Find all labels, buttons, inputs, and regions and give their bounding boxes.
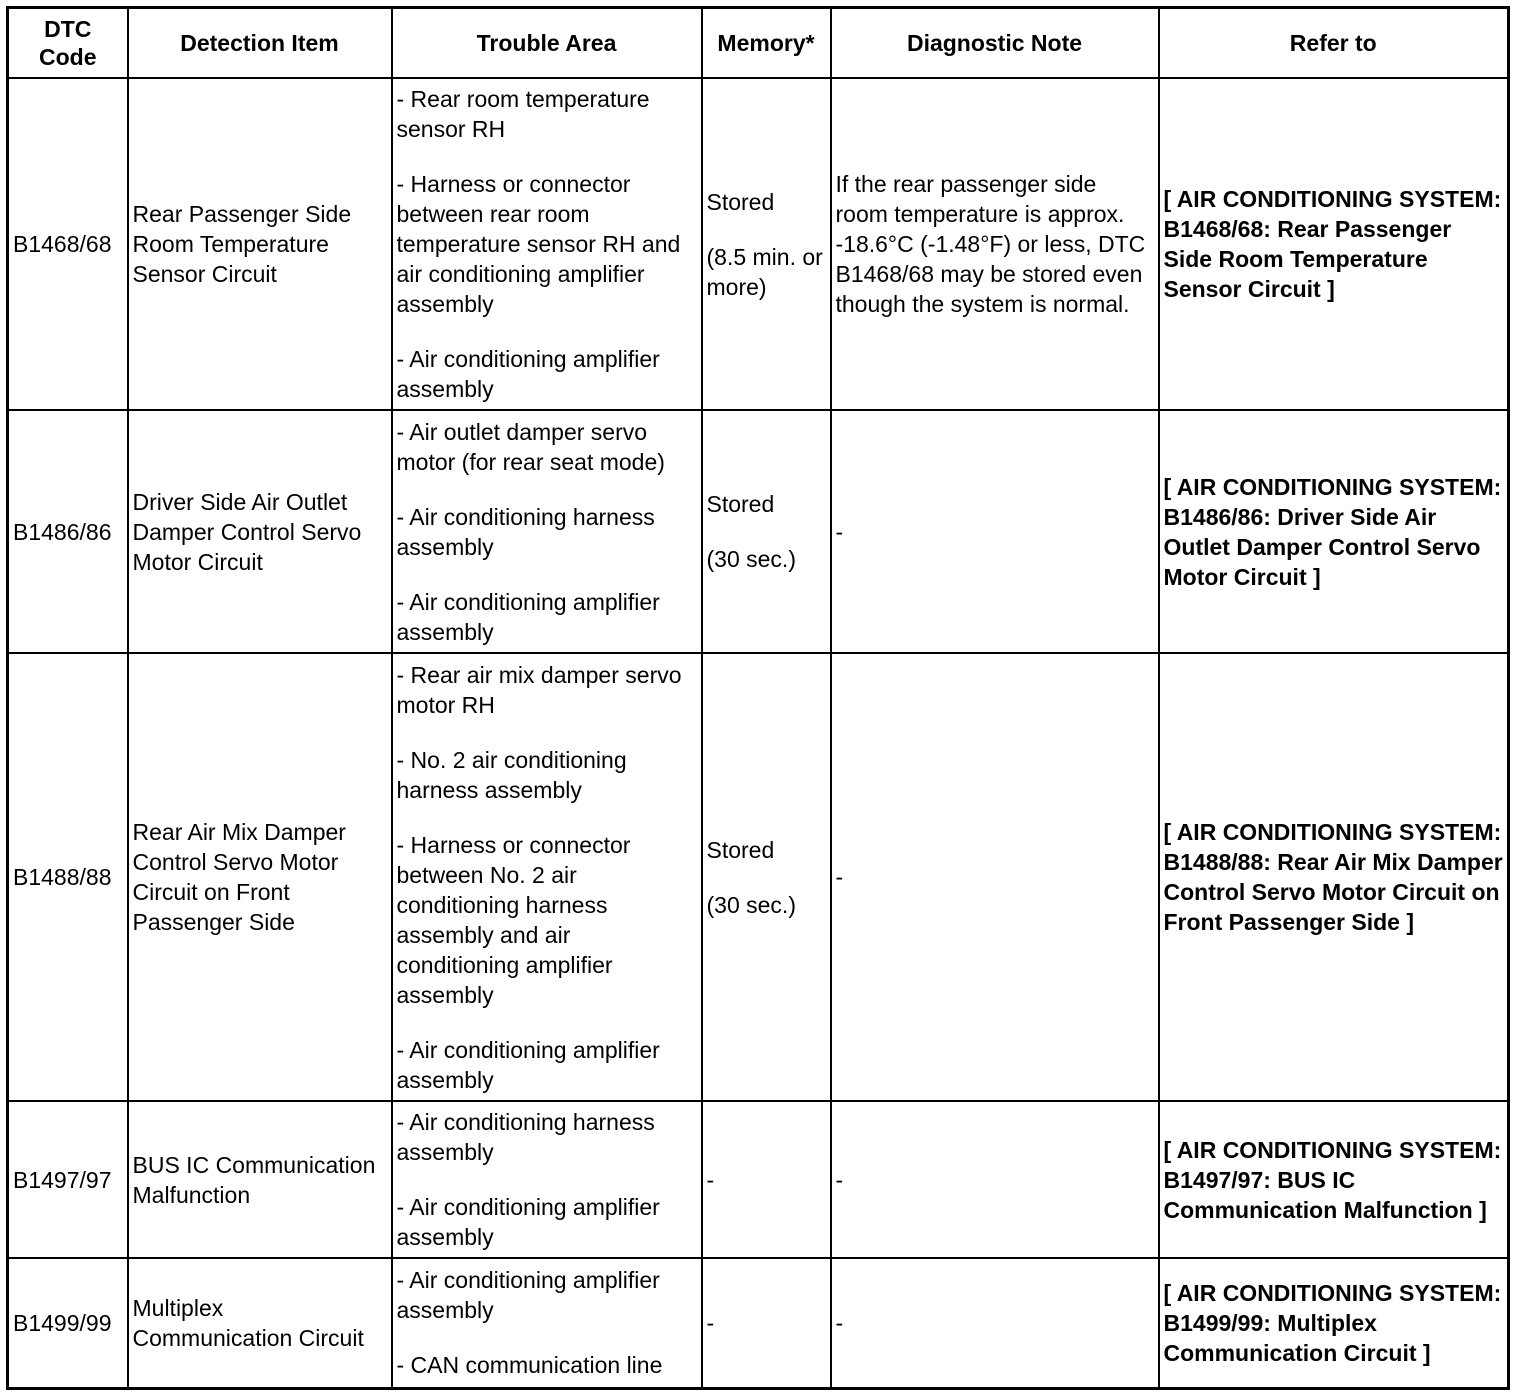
header-trouble-area: Trouble Area (392, 8, 702, 79)
memory-status: - (706, 1309, 715, 1336)
trouble-area-item: - Rear room temperature sensor RH (396, 86, 650, 142)
detection-item-cell: Multiplex Communication Circuit (128, 1258, 392, 1388)
trouble-area-item: - Air conditioning harness assembly (396, 503, 655, 560)
trouble-area-item: - Air outlet damper servo motor (for rear seat mode) (396, 418, 665, 475)
memory-duration: (30 sec.) (706, 891, 796, 918)
memory-status: - (706, 1166, 715, 1193)
table-row (8, 653, 1509, 1101)
memory-cell (702, 410, 831, 653)
trouble-area-item: - Air conditioning amplifier assembly (396, 1267, 660, 1324)
trouble-area-cell (392, 410, 702, 653)
trouble-area-cell (392, 78, 702, 410)
header-row (8, 8, 1509, 79)
detection-item-cell: Rear Air Mix Damper Control Servo Motor Circuit on Front Passenger Side (128, 653, 392, 1101)
trouble-area-item: - Air conditioning amplifier assembly (396, 1194, 660, 1250)
detection-item-cell: Rear Passenger Side Room Temperature Sensor Circuit (128, 78, 392, 410)
refer-to-link[interactable]: [ AIR CONDITIONING SYSTEM: B1488/88: Rear Air Mix Damper Control Servo Motor Circuit on Front Passenger Side ] (1159, 653, 1509, 1101)
memory-status: Stored (706, 188, 775, 215)
trouble-area-cell (392, 653, 702, 1101)
trouble-area-cell (392, 1101, 702, 1258)
dtc-code-cell: B1488/88 (8, 653, 128, 1101)
header-diagnostic-note: Diagnostic Note (831, 8, 1159, 79)
dtc-code-cell: B1499/99 (8, 1258, 128, 1388)
detection-item-cell: BUS IC Communication Malfunction (128, 1101, 392, 1258)
refer-to-link[interactable]: [ AIR CONDITIONING SYSTEM: B1468/68: Rear Passenger Side Room Temperature Sensor Circuit ] (1159, 78, 1509, 410)
dtc-code-cell: B1468/68 (8, 78, 128, 410)
trouble-area-item: - Air conditioning amplifier assembly (396, 1036, 660, 1093)
trouble-area-item: - No. 2 air conditioning harness assembly (396, 746, 627, 803)
header-detection-item: Detection Item (128, 8, 392, 79)
dtc-code-cell: B1486/86 (8, 410, 128, 653)
header-refer-to: Refer to (1159, 8, 1509, 79)
trouble-area-item: - Air conditioning amplifier assembly (396, 588, 660, 645)
diagnostic-note-cell: If the rear passenger side room temperature is approx. -18.6°C (-1.48°F) or less, DTC B1468/68 may be stored even though the system is normal. (831, 78, 1159, 410)
table-row (8, 1101, 1509, 1258)
trouble-area-item: - Air conditioning harness assembly (396, 1109, 655, 1165)
memory-status: Stored (706, 491, 775, 517)
diagnostic-note-cell: - (831, 1258, 1159, 1388)
header-memory: Memory* (702, 8, 831, 79)
trouble-area-cell (392, 1258, 702, 1388)
refer-to-link[interactable]: [ AIR CONDITIONING SYSTEM: B1486/86: Driver Side Air Outlet Damper Control Servo Motor Circuit ] (1159, 410, 1509, 653)
memory-duration: (30 sec.) (706, 546, 796, 572)
trouble-area-item: - Air conditioning amplifier assembly (396, 346, 660, 402)
trouble-area-item: - Harness or connector between rear room temperature sensor RH and air conditioning amplifier assembly (396, 171, 681, 317)
memory-cell (702, 1258, 831, 1388)
table-row (8, 78, 1509, 410)
header-dtc-code: DTC Code (8, 8, 128, 79)
table-row (8, 410, 1509, 653)
memory-cell (702, 1101, 831, 1258)
detection-item-cell: Driver Side Air Outlet Damper Control Servo Motor Circuit (128, 410, 392, 653)
refer-to-link[interactable]: [ AIR CONDITIONING SYSTEM: B1497/97: BUS IC Communication Malfunction ] (1159, 1101, 1509, 1258)
diagnostic-note-cell: - (831, 653, 1159, 1101)
dtc-code-cell: B1497/97 (8, 1101, 128, 1258)
trouble-area-item: - CAN communication line (396, 1352, 663, 1379)
memory-cell (702, 653, 831, 1101)
dtc-table (6, 6, 1510, 1390)
memory-duration: (8.5 min. or more) (706, 243, 823, 300)
memory-status: Stored (706, 836, 775, 863)
table-row (8, 1258, 1509, 1388)
trouble-area-item: - Harness or connector between No. 2 air conditioning harness assembly and air conditioning amplifier assembly (396, 831, 631, 1008)
refer-to-link[interactable]: [ AIR CONDITIONING SYSTEM: B1499/99: Multiplex Communication Circuit ] (1159, 1258, 1509, 1388)
diagnostic-note-cell: - (831, 1101, 1159, 1258)
memory-cell (702, 78, 831, 410)
trouble-area-item: - Rear air mix damper servo motor RH (396, 661, 682, 718)
diagnostic-note-cell: - (831, 410, 1159, 653)
